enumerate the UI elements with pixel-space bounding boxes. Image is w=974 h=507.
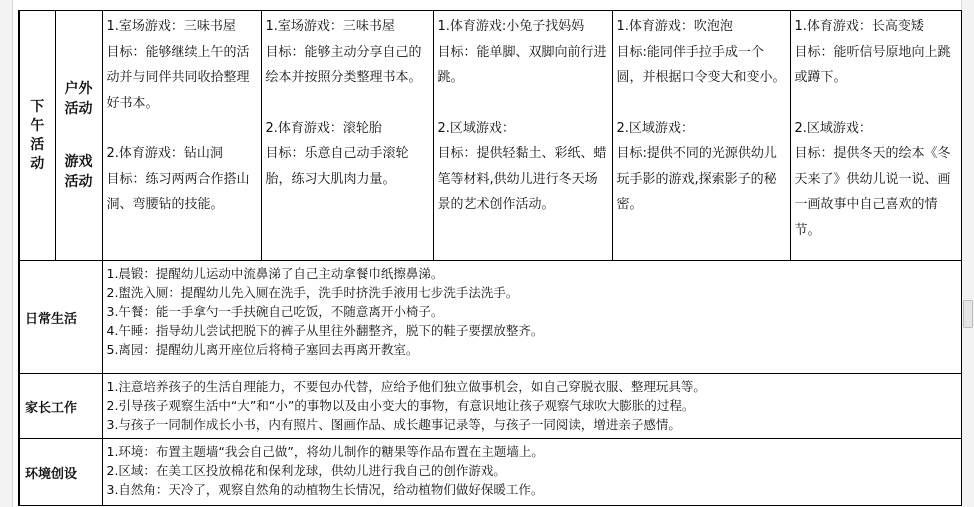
list-item: 1.注意培养孩子的生活自理能力，不要包办代替，应给予他们独立做事机会，如自己穿脱衣服、整理玩具等。: [106, 379, 706, 394]
parent-work-row: [19, 374, 961, 439]
daily-life-label: 日常生活: [19, 261, 102, 374]
afternoon-label: 下午活动: [19, 11, 55, 261]
environment-row: [19, 439, 961, 506]
list-item: 2.区域：在美工区投放棉花和保利龙球，供幼儿进行我自己的创作游戏。: [106, 463, 506, 478]
daily-life-row: [19, 261, 961, 374]
list-item: 1.晨锻：提醒幼儿运动中流鼻涕了自己主动拿餐巾纸擦鼻涕。: [106, 266, 444, 281]
scroll-handle[interactable]: [963, 300, 973, 328]
day-cell-4: 1.体育游戏：吹泡泡 目标:能同伴手拉手成一个圆，并根据口令变大和变小。 2.区域游戏： 目标:提供不同的光源供幼儿玩手影的游戏,探索影子的秘密。: [612, 11, 790, 261]
daily-life-content: [102, 261, 961, 374]
day-cell-5: 1.体育游戏：长高变矮 目标：能听信号原地向上跳或蹲下。 2.区域游戏： 目标：提供冬天的绘本《冬天来了》供幼儿说一说、画一画故事中自己喜欢的情节。: [790, 11, 961, 261]
afternoon-row: [19, 11, 961, 261]
left-margin-strip: [0, 0, 13, 507]
environment-label: 环境创设: [19, 439, 102, 506]
day-cell-2: 1.室场游戏：三味书屋 目标：能够主动分享自己的绘本并按照分类整理书本。 2.体育游戏：滚轮胎 目标：乐意自己动手滚轮胎，练习大肌肉力量。: [261, 11, 433, 261]
environment-content: [102, 439, 961, 506]
day-cell-3: 1.体育游戏:小兔子找妈妈 目标：能单脚、双脚向前行进跳。 2.区域游戏： 目标：提供轻黏土、彩纸、蜡笔等材料,供幼儿进行冬天场景的艺术创作活动。: [433, 11, 612, 261]
afternoon-sub-labels: [55, 11, 102, 261]
list-item: 3.午餐：能一手拿勺一手扶碗自己吃饭，不随意离开小椅子。: [106, 304, 444, 319]
list-item: 5.离园：提醒幼儿离开座位后将椅子塞回去再离开教室。: [106, 342, 419, 357]
day-cell-1: 1.室场游戏：三味书屋 目标：能够继续上午的活动并与同伴共同收拾整理好书本。 2.体育游戏：钻山洞 目标：练习两两合作搭山洞、弯腰钻的技能。: [102, 11, 261, 261]
weekly-plan-table: [18, 10, 962, 506]
parent-work-label: 家长工作: [19, 374, 102, 439]
list-item: 4.午睡：指导幼儿尝试把脱下的裤子从里往外翻整齐，脱下的鞋子要摆放整齐。: [106, 323, 544, 338]
list-item: 2.引导孩子观察生活中“大”和“小”的事物以及由小变大的事物，有意识地让孩子观察气球吹大膨胀的过程。: [106, 398, 695, 413]
list-item: 3.自然角：天冷了，观察自然角的动植物生长情况，给动植物们做好保暖工作。: [106, 482, 544, 497]
parent-work-content: [102, 374, 961, 439]
list-item: 3.与孩子一同制作成长小书，内有照片、图画作品、成长趣事记录等，与孩子一同阅读，增进亲子感情。: [106, 417, 681, 432]
list-item: 1.环境：布置主题墙“我会自己做”，将幼儿制作的糖果等作品布置在主题墙上。: [106, 444, 544, 459]
game-activity-label: 游戏活动: [64, 154, 93, 190]
right-scrollbar[interactable]: [961, 0, 974, 507]
list-item: 2.盥洗入厕：提醒幼儿先入厕在洗手，洗手时挤洗手液用七步洗手法洗手。: [106, 285, 519, 300]
outdoor-activity-label: 户外活动: [64, 81, 93, 117]
